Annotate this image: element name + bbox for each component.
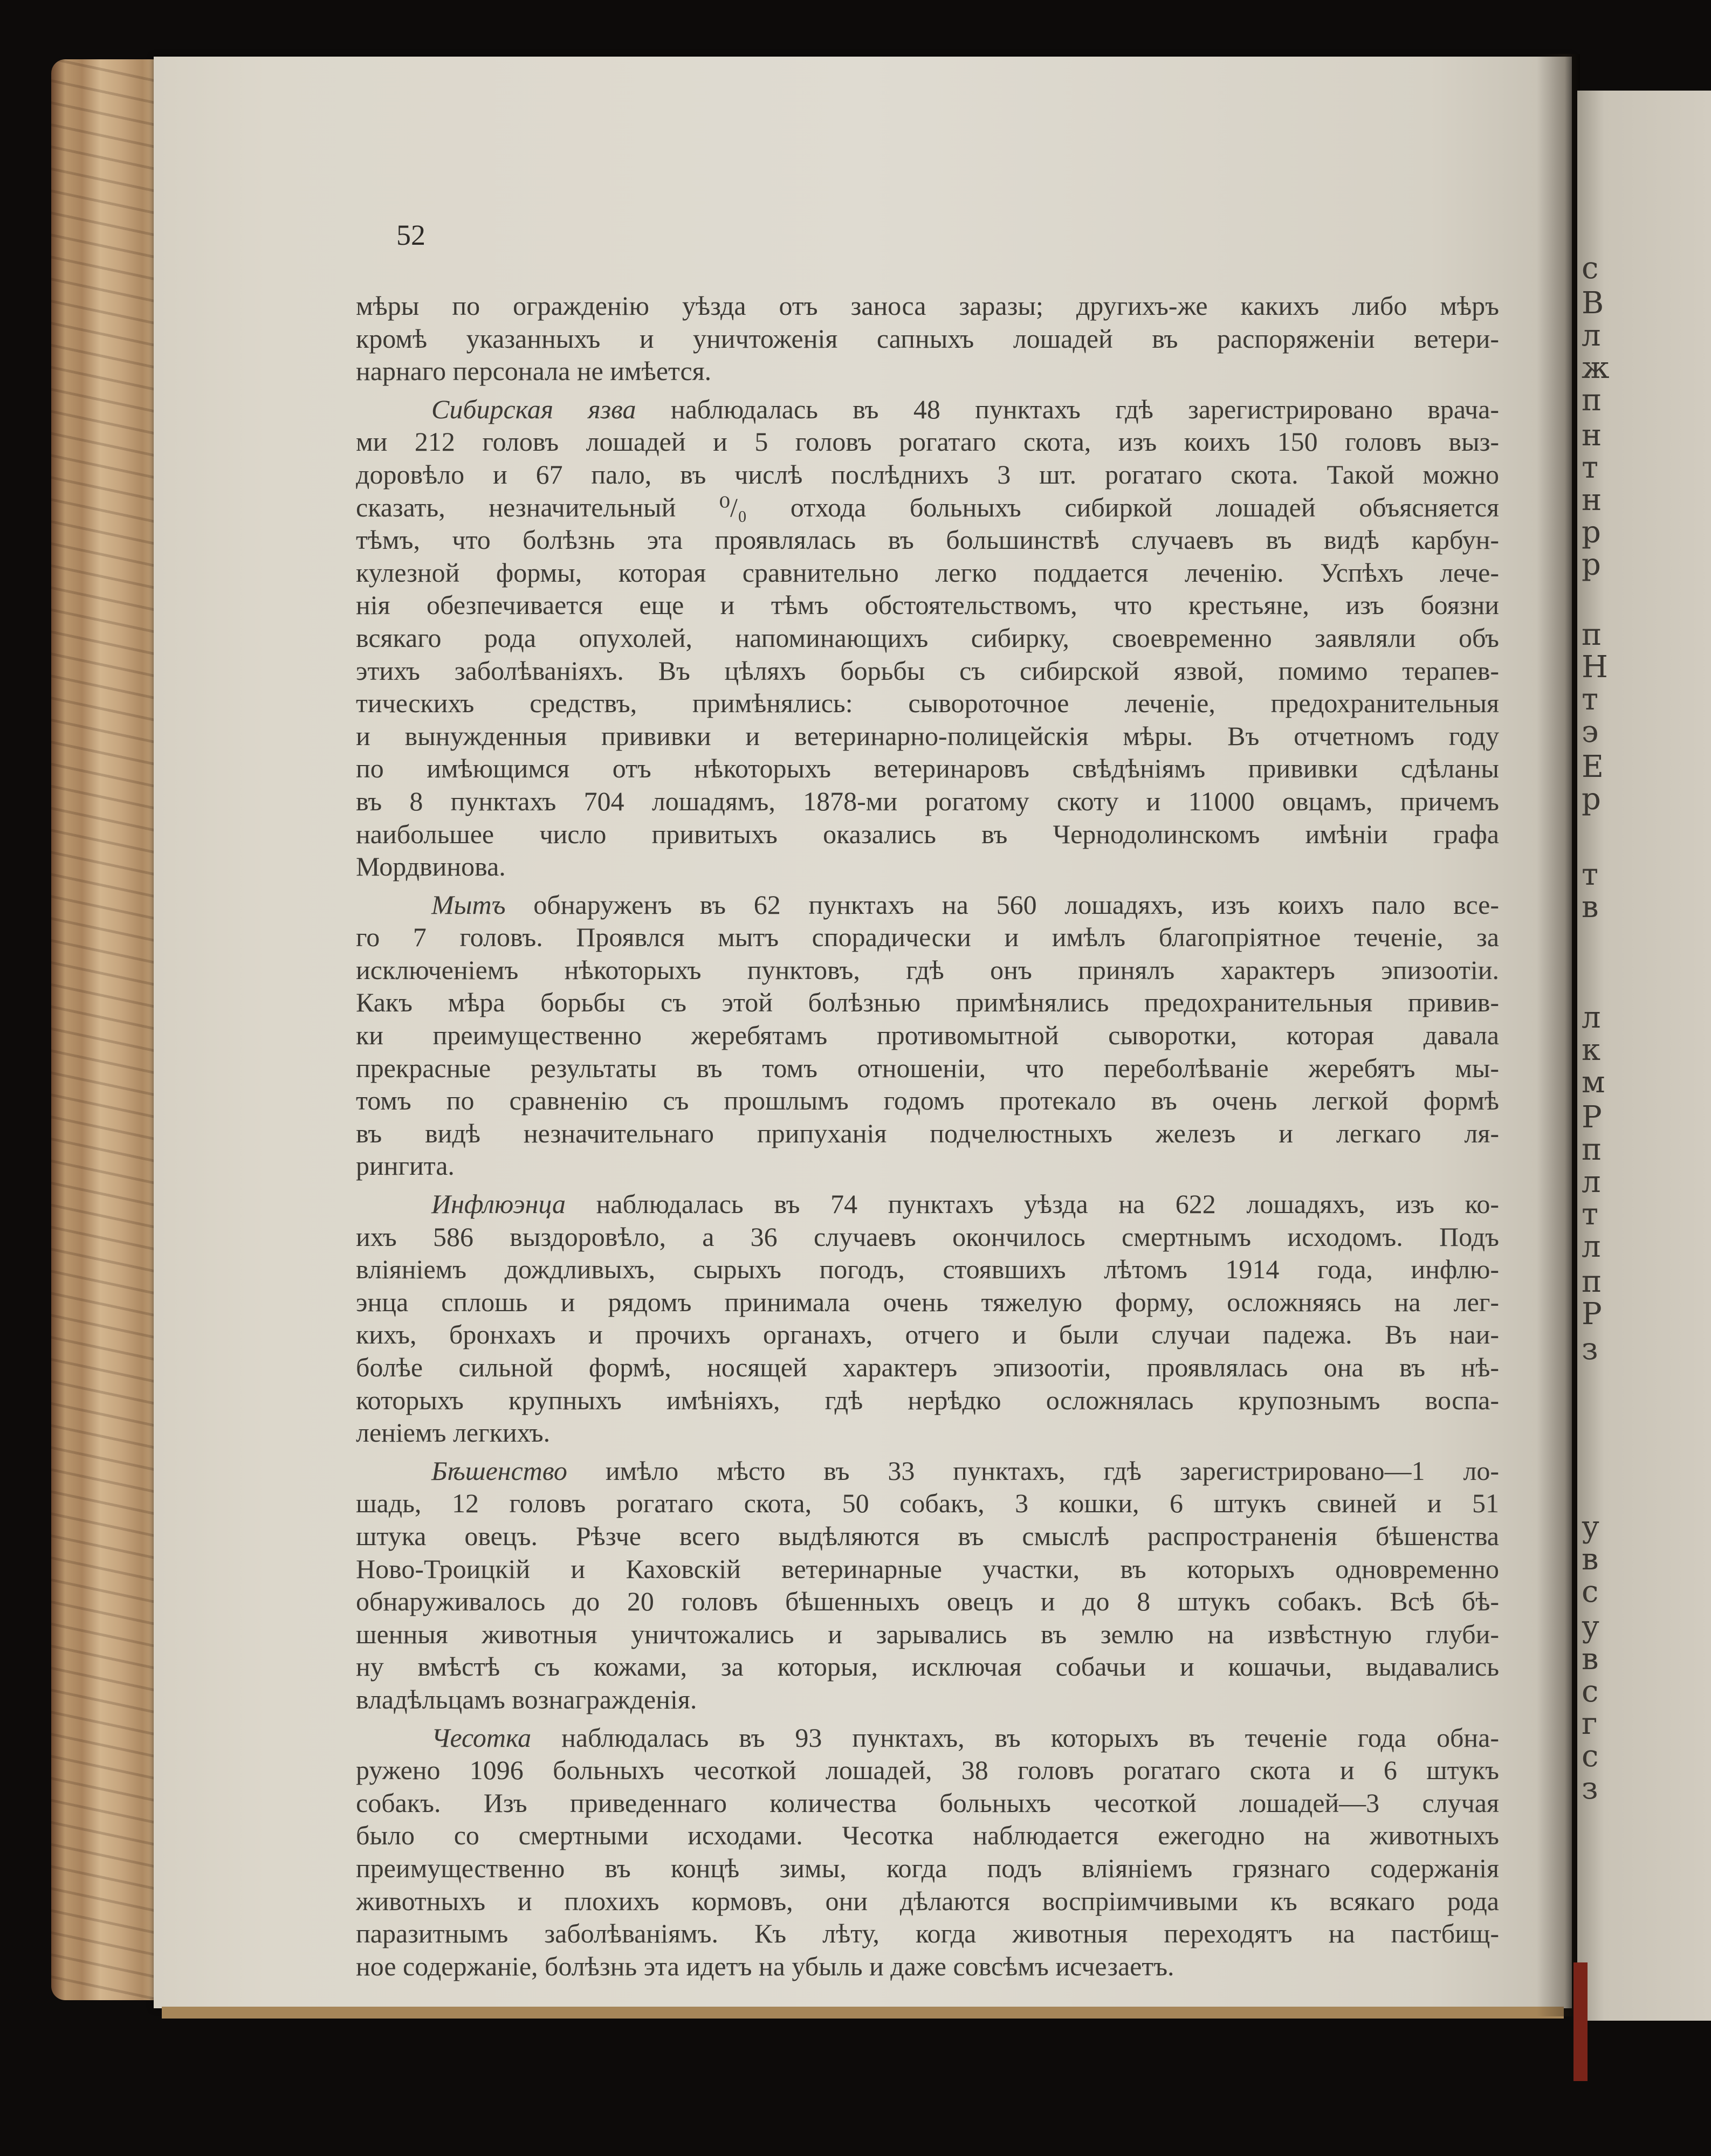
- text-line: Какъ мѣра борьбы съ этой болѣзнью примѣнялись предохранительныя привив-: [356, 987, 1499, 1018]
- facing-page-letter: с: [1582, 251, 1599, 286]
- text-line: по имѣющимся отъ нѣкоторыхъ ветеринаровъ свѣдѣніямъ прививки сдѣланы: [356, 753, 1499, 784]
- text-line: обнаруживалось до 20 головъ бѣшенныхъ овецъ и до 8 штукъ собакъ. Всѣ бѣ-: [356, 1586, 1499, 1617]
- text-line: [356, 1721, 1499, 1754]
- facing-page-letter: н: [1582, 483, 1602, 518]
- facing-page-letter: Р: [1582, 1100, 1602, 1135]
- facing-page-letter: р: [1582, 515, 1601, 550]
- text-line: нарнаго персонала не имѣется.: [356, 356, 712, 387]
- facing-page-letter: в: [1582, 890, 1599, 925]
- facing-page-letter: г: [1582, 1706, 1598, 1741]
- text-line: владѣльцамъ вознагражденія.: [356, 1684, 697, 1714]
- text-line: животныхъ и плохихъ кормовъ, они дѣлаются воспріимчивыми къ всякаго рода: [356, 1885, 1499, 1916]
- text-line: болѣе сильной формѣ, носящей характеръ эпизоотіи, проявлялась она въ нѣ-: [356, 1352, 1499, 1382]
- facing-page-letter: п: [1582, 1264, 1602, 1299]
- page-number: 52: [396, 219, 425, 251]
- paragraph-gap: [356, 1182, 1499, 1188]
- section-term: Инфлюэнца: [431, 1189, 566, 1220]
- paragraph-gap: [356, 1716, 1499, 1721]
- text-line: кромѣ указанныхъ и уничтоженія сапныхъ лошадей въ распоряженіи ветери-: [356, 323, 1499, 354]
- section-term: Бѣшенство: [431, 1455, 567, 1486]
- facing-page-letter: л: [1582, 318, 1601, 353]
- facing-page-letter: с: [1582, 1574, 1599, 1609]
- facing-page-letter: м: [1582, 1065, 1605, 1100]
- text-line: тѣмъ, что болѣзнь эта проявлялась въ большинствѣ случаевъ въ видѣ карбун-: [356, 525, 1499, 555]
- text-line: ну вмѣстѣ съ кожами, за которыя, исключая собачьи и кошачьи, выдавались: [356, 1651, 1499, 1682]
- facing-page-letter: Н: [1582, 650, 1608, 685]
- text-line: тическихъ средствъ, примѣнялись: сывороточное леченіе, предохранительныя: [356, 688, 1499, 719]
- text-line: ное содержаніе, болѣзнь эта идетъ на убыль и даже совсѣмъ исчезаетъ.: [356, 1951, 1174, 1981]
- text-line: рингита.: [356, 1151, 455, 1181]
- facing-page-letter: л: [1582, 1165, 1601, 1200]
- facing-page-letter: т: [1582, 1197, 1598, 1232]
- text-line: ружено 1096 больныхъ чесоткой лошадей, 38 головъ рогатаго скота и 6 штукъ: [356, 1755, 1499, 1786]
- facing-page-letter: з: [1582, 1332, 1598, 1367]
- text-line: собакъ. Изъ приведеннаго количества больныхъ чесоткой лошадей—3 случая: [356, 1787, 1499, 1818]
- text-line: этихъ заболѣваніяхъ. Въ цѣляхъ борьбы съ сибирской язвой, помимо терапев-: [356, 655, 1499, 686]
- text-line: кулезной формы, которая сравнительно легко поддается леченію. Успѣхъ лече-: [356, 557, 1499, 588]
- text-line: леніемъ легкихъ.: [356, 1417, 551, 1448]
- text-line: [356, 888, 1499, 921]
- facing-page-letter: з: [1582, 1771, 1598, 1806]
- text-line: въ видѣ незначительнаго припуханія подчелюстныхъ железъ и легкаго ля-: [356, 1118, 1499, 1148]
- facing-page-letter: э: [1582, 714, 1599, 749]
- text-line: которыхъ крупныхъ имѣніяхъ, гдѣ нерѣдко осложнялась крупознымъ воспа-: [356, 1384, 1499, 1415]
- text-line: шадь, 12 головъ рогатаго скота, 50 собакъ, 3 кошки, 6 штукъ свиней и 51: [356, 1488, 1499, 1519]
- text-line: го 7 головъ. Проявлся мытъ спорадически и имѣлъ благопріятное теченіе, за: [356, 922, 1499, 953]
- text-line: [356, 393, 1499, 426]
- paragraph-gap: [356, 1449, 1499, 1455]
- text-line: кихъ, бронхахъ и прочихъ органахъ, отчего и были случаи падежа. Въ наи-: [356, 1319, 1499, 1350]
- text-line: энца сплошь и рядомъ принимала очень тяжелую форму, осложняясь на лег-: [356, 1286, 1499, 1317]
- text-line: штука овецъ. Рѣзче всего выдѣляются въ смыслѣ распространенія бѣшенства: [356, 1520, 1499, 1551]
- section-term: Сибирская язва: [431, 394, 636, 424]
- line-text: имѣло мѣсто въ 33 пунктахъ, гдѣ зарегистрировано—1 ло-: [567, 1455, 1499, 1486]
- text-line: мѣры по огражденію уѣзда отъ заноса заразы; другихъ-же какихъ либо мѣръ: [356, 291, 1499, 321]
- text-line: преимущественно въ концѣ зимы, когда подъ вліяніемъ грязнаго содержанія: [356, 1852, 1499, 1883]
- facing-page-letter: п: [1582, 1132, 1602, 1167]
- facing-page-letter: р: [1582, 547, 1601, 582]
- book-gutter-shadow: [1537, 54, 1580, 2016]
- facing-page-letter: в: [1582, 1642, 1599, 1677]
- facing-page-letter: т: [1582, 450, 1598, 485]
- facing-page-letter: с: [1582, 1674, 1599, 1709]
- paragraph-gap: [356, 388, 1499, 393]
- facing-page-letter: В: [1582, 286, 1604, 321]
- text-line: доровѣло и 67 пало, въ числѣ послѣднихъ 3 шт. рогатаго скота. Такой можно: [356, 459, 1499, 490]
- text-line: паразитнымъ заболѣваніямъ. Къ лѣту, когда животныя переходятъ на пастбищ-: [356, 1918, 1499, 1949]
- facing-page-letter: н: [1582, 418, 1602, 453]
- facing-page-letter: л: [1582, 1229, 1601, 1264]
- line-text: обнаруженъ въ 62 пунктахъ на 560 лошадяхъ, изъ коихъ пало все-: [505, 889, 1499, 920]
- text-line: ми 212 головъ лошадей и 5 головъ рогатаго скота, изъ коихъ 150 головъ выз-: [356, 426, 1499, 457]
- facing-page-letter: Е: [1582, 749, 1604, 784]
- facing-page-letter: в: [1582, 1542, 1599, 1577]
- facing-page-letter: т: [1582, 857, 1598, 892]
- section-term: Чесотка: [431, 1722, 532, 1753]
- text-line: ихъ 586 выздоровѣло, а 36 случаевъ окончилось смертнымъ исходомъ. Подъ: [356, 1221, 1499, 1252]
- facing-page-letter: у: [1582, 1609, 1599, 1644]
- text-line: прекрасные результаты въ томъ отношеніи, что переболѣваніе жеребятъ мы-: [356, 1052, 1499, 1083]
- facing-page-letter: р: [1582, 782, 1601, 817]
- text-line: ки преимущественно жеребятамъ противомытной сыворотки, которая давала: [356, 1020, 1499, 1051]
- text-line: сказать, незначительный ⁰/₀ отхода больныхъ сибиркой лошадей объясняется: [356, 492, 1499, 522]
- section-term: Мытъ: [431, 889, 506, 920]
- text-line: наибольшее число привитыхъ оказались въ Чернодолинскомъ имѣніи графа: [356, 818, 1499, 849]
- page-bottom-edge: [162, 2007, 1564, 2019]
- facing-page-fragment: [1577, 91, 1711, 2021]
- text-line: исключеніемъ нѣкоторыхъ пунктовъ, гдѣ онъ принялъ характеръ эпизоотіи.: [356, 954, 1499, 985]
- facing-page-letter: у: [1582, 1510, 1599, 1545]
- line-text: наблюдалась въ 48 пунктахъ гдѣ зарегистрировано врача-: [636, 394, 1499, 424]
- body-text: [356, 290, 1499, 1982]
- text-line: нія обезпечивается еще и тѣмъ обстоятельствомъ, что крестьяне, изъ боязни: [356, 590, 1499, 621]
- text-line: Мордвинова.: [356, 851, 506, 882]
- text-line: вліяніемъ дождливыхъ, сырыхъ погодъ, стоявшихъ лѣтомъ 1914 года, инфлю-: [356, 1254, 1499, 1285]
- text-line: въ 8 пунктахъ 704 лошадямъ, 1878-ми рогатому скоту и 11000 овцамъ, причемъ: [356, 786, 1499, 816]
- text-line: [356, 1455, 1499, 1487]
- facing-page-letter: п: [1582, 383, 1602, 418]
- facing-page-letter: к: [1582, 1032, 1600, 1067]
- red-cover-edge: [1573, 1962, 1588, 2081]
- facing-page-letter: п: [1582, 617, 1602, 652]
- text-line: [356, 1188, 1499, 1221]
- text-line: и вынужденныя прививки и ветеринарно-полицейскія мѣры. Въ отчетномъ году: [356, 720, 1499, 751]
- facing-page-letter: с: [1582, 1739, 1599, 1774]
- facing-page-letter: т: [1582, 682, 1598, 717]
- text-line: Ново-Троицкій и Каховскій ветеринарные участки, въ которыхъ одновременно: [356, 1553, 1499, 1584]
- text-line: шенныя животныя уничтожались и зарывались въ землю на извѣстную глуби-: [356, 1618, 1499, 1649]
- line-text: наблюдалась въ 74 пунктахъ уѣзда на 622 лошадяхъ, изъ ко-: [566, 1189, 1499, 1220]
- facing-page-letter: ж: [1582, 350, 1610, 385]
- text-line: было со смертными исходами. Чесотка наблюдается ежегодно на животныхъ: [356, 1820, 1499, 1851]
- text-line: томъ по сравненію съ прошлымъ годомъ протекало въ очень легкой формѣ: [356, 1085, 1499, 1116]
- line-text: наблюдалась въ 93 пунктахъ, въ которыхъ въ теченіе года обна-: [531, 1722, 1499, 1753]
- paragraph-gap: [356, 883, 1499, 888]
- facing-page-letter: Р: [1582, 1297, 1602, 1332]
- text-line: всякаго рода опухолей, напоминающихъ сибирку, своевременно заявляли объ: [356, 622, 1499, 653]
- facing-page-letter: л: [1582, 1000, 1601, 1035]
